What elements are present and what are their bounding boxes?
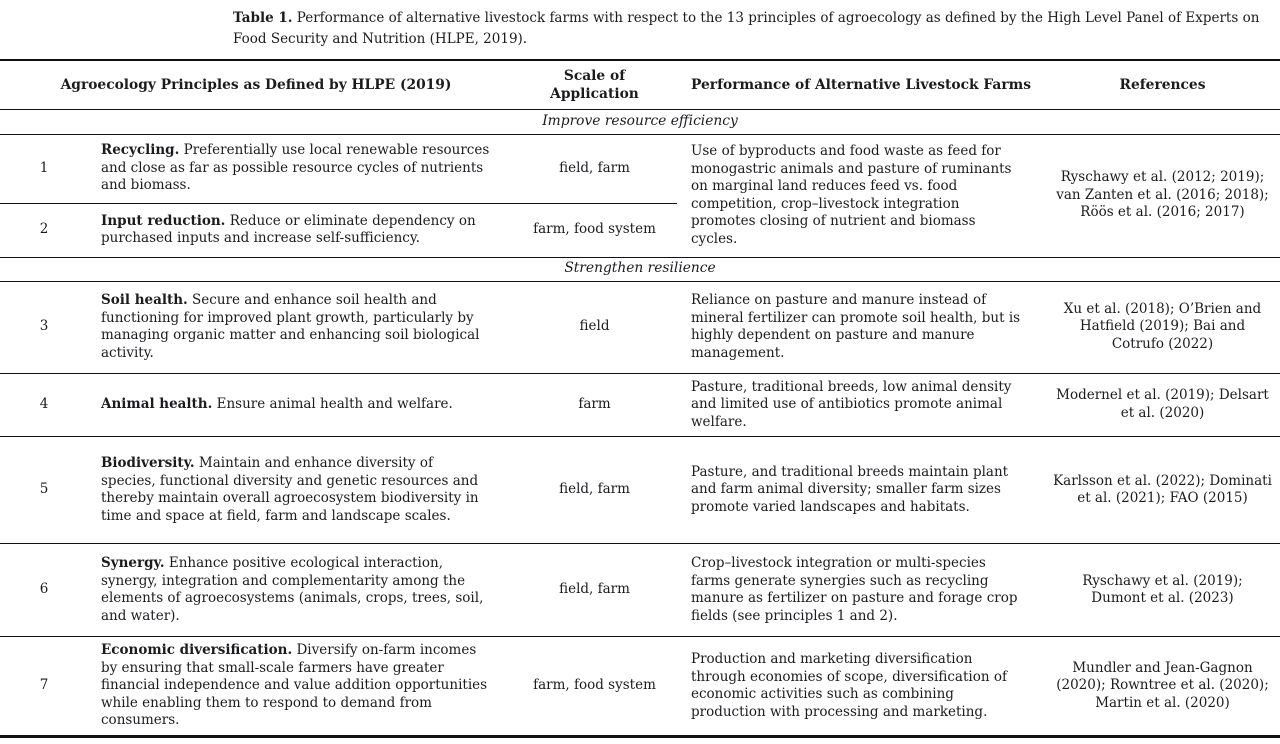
- table-row-6: [0, 544, 1280, 637]
- column-header-scale: Scale of Application: [512, 60, 677, 109]
- principle-name: Biodiversity.: [101, 455, 195, 471]
- agroecology-principles-table: [0, 59, 1280, 738]
- principle-name: Soil health.: [101, 292, 188, 308]
- principle-number: 7: [39, 677, 49, 694]
- column-header-references: References: [1045, 60, 1280, 109]
- principle-text: [88, 437, 512, 544]
- performance-cell: Reliance on pasture and manure instead of mineral fertilizer can promote soil health, but is highly dependent on pasture and manure management.: [677, 281, 1045, 373]
- references-cell: Ryschawy et al. (2019); Dumont et al. (2023): [1045, 544, 1280, 637]
- table-row-1: [0, 134, 1280, 203]
- performance-cell: Use of byproducts and food waste as feed for monogastric animals and pasture of ruminants on marginal land reduces feed vs. food competition, crop–livestock integration promotes closing of nutrient and biomass cycles.: [677, 134, 1045, 257]
- scale-cell: farm: [512, 373, 677, 437]
- principle-description: Preferentially use local renewable resources and close as far as possible resource cycles of nutrients and biomass.: [101, 142, 490, 194]
- references-cell: Ryschawy et al. (2012; 2019); van Zanten et al. (2016; 2018); Röös et al. (2016; 2017): [1045, 134, 1280, 257]
- principle-description: Diversify on-farm incomes by ensuring that small-scale farmers have greater financial independence and value addition opportunities while enabling them to respond to demand from consumers.: [101, 642, 488, 729]
- table-caption: [233, 8, 1274, 50]
- scale-cell: field, farm: [512, 134, 677, 203]
- principle-description: Ensure animal health and welfare.: [216, 396, 453, 412]
- scale-cell: farm, food system: [512, 203, 677, 257]
- principle-number: 6: [0, 544, 88, 637]
- scale-cell: field, farm: [512, 544, 677, 637]
- references-cell: Karlsson et al. (2022); Dominati et al. (2021); FAO (2015): [1045, 437, 1280, 544]
- column-header-principles: Agroecology Principles as Defined by HLPE (2019): [0, 60, 512, 109]
- table-row-7: [0, 637, 1280, 737]
- performance-cell: Pasture, traditional breeds, low animal density and limited use of antibiotics promote animal welfare.: [677, 373, 1045, 437]
- table-caption-label: Table 1.: [233, 10, 293, 26]
- references-cell: Modernel et al. (2019); Delsart et al. (2020): [1045, 373, 1280, 437]
- principle-text: [88, 544, 512, 637]
- principle-name: Animal health.: [101, 396, 213, 412]
- performance-cell: Pasture, and traditional breeds maintain plant and farm animal diversity; smaller farm sizes promote varied landscapes and habitats.: [677, 437, 1045, 544]
- principle-number: 2: [0, 203, 88, 257]
- principle-text: [88, 373, 512, 437]
- column-header-performance: Performance of Alternative Livestock Farms: [677, 60, 1045, 109]
- section-label: Strengthen resilience: [0, 257, 1280, 281]
- scale-cell: farm, food system: [533, 677, 656, 694]
- principle-name: Synergy.: [101, 555, 165, 571]
- principle-name: Recycling.: [101, 142, 180, 159]
- table-header-row: [0, 60, 1280, 109]
- principle-number: 3: [0, 281, 88, 373]
- principle-number: 1: [0, 134, 88, 203]
- performance-cell: Production and marketing diversification through economies of scope, diversification of economic activities such as combining production with processing and marketing.: [691, 651, 1007, 720]
- principle-text: [88, 637, 512, 737]
- references-cell: Mundler and Jean-Gagnon (2020); Rowntree et al. (2020); Martin et al. (2020): [1056, 659, 1269, 711]
- principle-description: Maintain and enhance diversity of species, functional diversity and genetic resources and thereby maintain overall agroecosystem biodiversity in time and space at field, farm and landscape scales.: [101, 455, 479, 524]
- principle-text: [88, 134, 512, 203]
- principle-name: Input reduction.: [101, 212, 226, 229]
- principle-description: Secure and enhance soil health and functioning for improved plant growth, particularly by managing organic matter and enhancing soil biological activity.: [101, 292, 480, 361]
- table-row-4: [0, 373, 1280, 437]
- principle-number: 5: [0, 437, 88, 544]
- references-cell: Xu et al. (2018); O’Brien and Hatfield (2019); Bai and Cotrufo (2022): [1045, 281, 1280, 373]
- table-caption-text: Performance of alternative livestock farms with respect to the 13 principles of agroecology as defined by the High Level Panel of Experts on Food Security and Nutrition (HLPE, 2019).: [233, 10, 1260, 47]
- principle-name: Economic diversification.: [101, 642, 293, 659]
- performance-cell: Crop–livestock integration or multi-species farms generate synergies such as recycling manure as fertilizer on pasture and forage crop fields (see principles 1 and 2).: [677, 544, 1045, 637]
- section-strengthen-resilience: [0, 257, 1280, 281]
- principle-number: 4: [0, 373, 88, 437]
- principle-description: Enhance positive ecological interaction, synergy, integration and complementarity among the elements of agroecosystems (animals, crops, trees, soil, and water).: [101, 555, 484, 624]
- section-label: Improve resource efficiency: [0, 109, 1280, 134]
- scale-cell: field, farm: [512, 437, 677, 544]
- principle-text: [88, 203, 512, 257]
- principle-text: [88, 281, 512, 373]
- scale-cell: field: [512, 281, 677, 373]
- table-row-3: [0, 281, 1280, 373]
- table-row-5: [0, 437, 1280, 544]
- section-improve-resource-efficiency: [0, 109, 1280, 134]
- principle-description: Reduce or eliminate dependency on purchased inputs and increase self-sufficiency.: [101, 212, 476, 246]
